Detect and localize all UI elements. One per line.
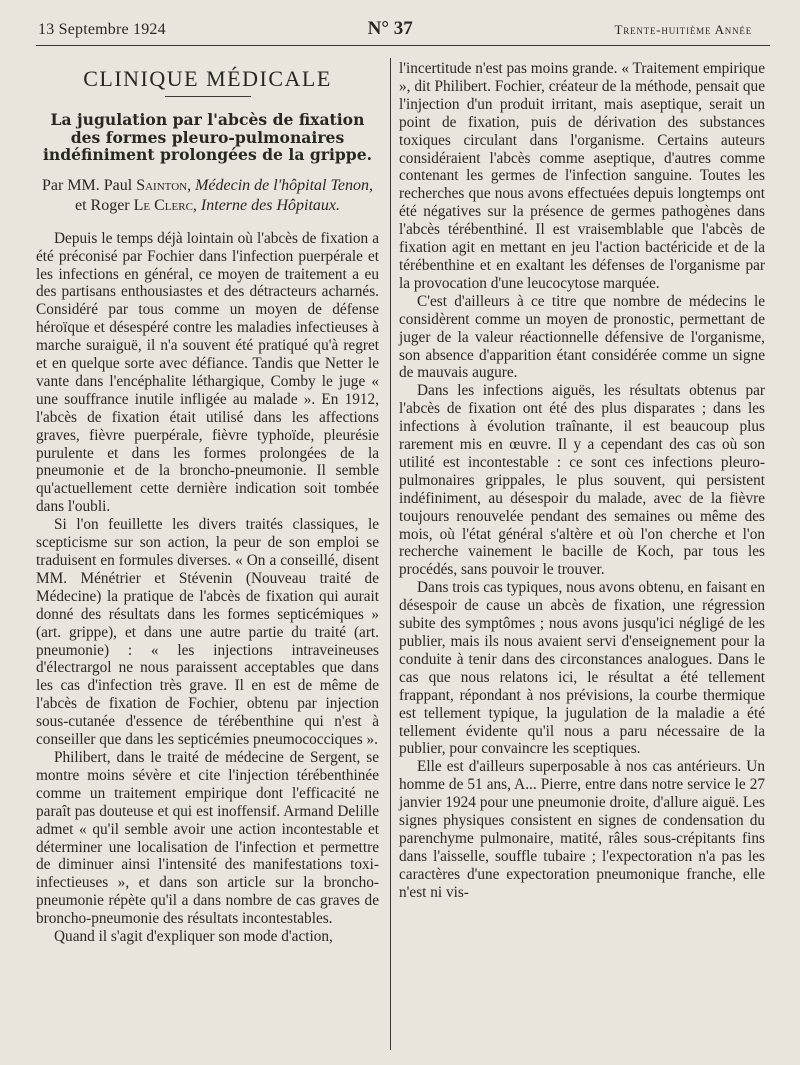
column-divider: [390, 58, 391, 1050]
paragraph-right-4: Dans trois cas typiques, nous avons obtenu, en faisant en désespoir de cause un abcès de fixation, une régression subite des symptômes ; nous avons jusqu'ici négligé de les publier, mais ils nous avaient servi d'enseignement pour la conduite à tenir dans des circonstances analogues. Dans le cas que nous relatons ici, le résultat a été tellement frappant, répondant à nos prévisions, la courbe thermique est tellement typique, la jugulation de la maladie a été tellement évidente qu'il nous a paru nécessaire de la publier, pour convaincre les sceptiques.: [399, 579, 765, 758]
paragraph-left-2: Si l'on feuillette les divers traités classiques, le scepticisme sur son action, la peur de son emploi se traduisent en formules diverses. « On a conseillé, disent MM. Ménétrier et Stévenin (Nouveau traité de Médecine) la pratique de l'abcès de fixation qui aurait donné des résultats dans les formes septicémiques » (art. grippe), et dans une autre partie du traité (art. pneumonie) : « les injections intraveineuses d'électrargol ne nous paraissent acceptables que dans les cas d'infection très grave. Il en est de même de l'abcès de fixation de Fochier, obtenu par injection sous-cutanée d'essence de térébenthine qui n'est à conseiller que dans les septicémies pneumococciques ».: [36, 516, 379, 749]
volume-year: Trente-huitième Année: [614, 22, 752, 37]
left-column: [36, 60, 379, 946]
paragraph-right-2: C'est d'ailleurs à ce titre que nombre de médecins le considèrent comme un moyen de pronostic, permettant de juger de la valeur réactionnelle défensive de l'organisme, son absence d'apparition étant considérée comme un signe de mauvais augure.: [399, 292, 765, 382]
running-header: [38, 18, 752, 44]
issue-date: 13 Septembre 1924: [38, 21, 166, 38]
section-title: CLINIQUE MÉDICALE: [83, 66, 332, 91]
byline: [36, 176, 379, 216]
byline-line-2: et Roger Le Clerc, Interne des Hôpitaux.: [74, 196, 340, 214]
paragraph-left-4: Quand il s'agit d'expliquer son mode d'action,: [54, 928, 333, 946]
right-column: [399, 60, 765, 902]
article-title: La jugulation par l'abcès de fixation des formes pleuro-pulmonaires indéfiniment prolongées de la grippe.: [42, 109, 373, 165]
paragraph-right-3: Dans les infections aiguës, les résultats obtenus par l'abcès de fixation ont été des plus disparates ; dans les infections à évolution traînante, il est beaucoup plus rarement mis en œuvre. Il y a cependant des cas où son utilité est incontestable : ce sont ces infections pleuro-pulmonaires grippales, le plus souvent, qui persistent indéfiniment, au désespoir du malade, avec de la fièvre toujours renouvelée pendant des semaines ou même des mois, où l'état général s'altère et où l'on cherche et l'on recherche vainement le bacille de Koch, par tous les procédés, sans pouvoir le trouver.: [399, 382, 765, 579]
paragraph-left-1: Depuis le temps déjà lointain où l'abcès de fixation a été préconisé par Fochier dans l'infection puerpérale et les infections en général, ce moyen de traitement a eu des partisans enthousiastes et des détracteurs acharnés. Considéré par tous comme un moyen de défense héroïque et désespéré contre les maladies infectieuses à marche suraiguë, il n'a souvent été pratiqué qu'à regret et en quelque sorte avec défiance. Tandis que Netter le vante dans l'encéphalite léthargique, Comby le juge « une souffrance inutile infligée au malade ». En 1912, l'abcès de fixation était utilisé dans les affections graves, fièvre puerpérale, fièvre typhoïde, pleurésie purulente et dans les formes prolongées de la pneumonie et de la broncho-pneumonie. Il semble qu'actuellement cette dernière indication soit tombée dans l'oubli.: [36, 229, 379, 516]
title-rule: [165, 96, 251, 97]
author-le-clerc: Le Clerc: [133, 196, 193, 214]
paragraph-left-3: Philibert, dans le traité de médecine de Sergent, se montre moins sévère et cite l'injection térébenthinée comme un traitement empirique dont l'efficacité ne paraît pas douteuse et qui est inoffensif. Armand Delille admet « qu'il semble avoir une action incontestable et déterminer une localisation de l'infection et permettre de diminuer ainsi l'intensité des manifestations toxi-infectieuses », et dans son article sur la broncho-pneumonie répète qu'il a dans nombre de cas graves de broncho-pneumonie des résultats incontestables.: [36, 748, 379, 928]
issue-number: N° 37: [367, 18, 413, 39]
header-rule: [36, 45, 770, 46]
byline-line-1: Par MM. Paul Sainton, Médecin de l'hôpital Tenon,: [41, 176, 373, 194]
paragraph-right-1: l'incertitude n'est pas moins grande. « Traitement empirique », dit Philibert. Fochier, créateur de la méthode, pensait que l'injection d'un produit irritant, mais aseptique, serait un point de fixation, puis de dérivation des substances toxiques circulant dans l'organisme. Certains auteurs considéraient l'abcès comme aseptique, d'autres comme contenant les germes de l'infection sanguine. Toutes les recherches que nous avons effectuées depuis longtemps ont été négatives sur la présence de germes pathogènes dans l'abcès térébenthiné. Il est vraisemblable que l'abcès de fixation agit en mettant en jeu l'action bactéricide et de la térébenthine et en exaltant les défenses de l'organisme par la provocation d'une leucocytose marquée.: [399, 60, 765, 292]
author-sainton: Sainton: [136, 176, 188, 194]
paragraph-right-5: Elle est d'ailleurs superposable à nos cas antérieurs. Un homme de 51 ans, A... Pierre, entre dans notre service le 27 janvier 1924 pour une pneumonie droite, d'allure aiguë. Les signes physiques consistent en signes de condensation du parenchyme pulmonaire, matité, râles sous-crépitants fins dans l'aisselle, souffle tubaire ; l'expectoration n'a pas les caractères d'une expectoration pneumonique franche, elle n'est ni vis-: [399, 758, 765, 901]
